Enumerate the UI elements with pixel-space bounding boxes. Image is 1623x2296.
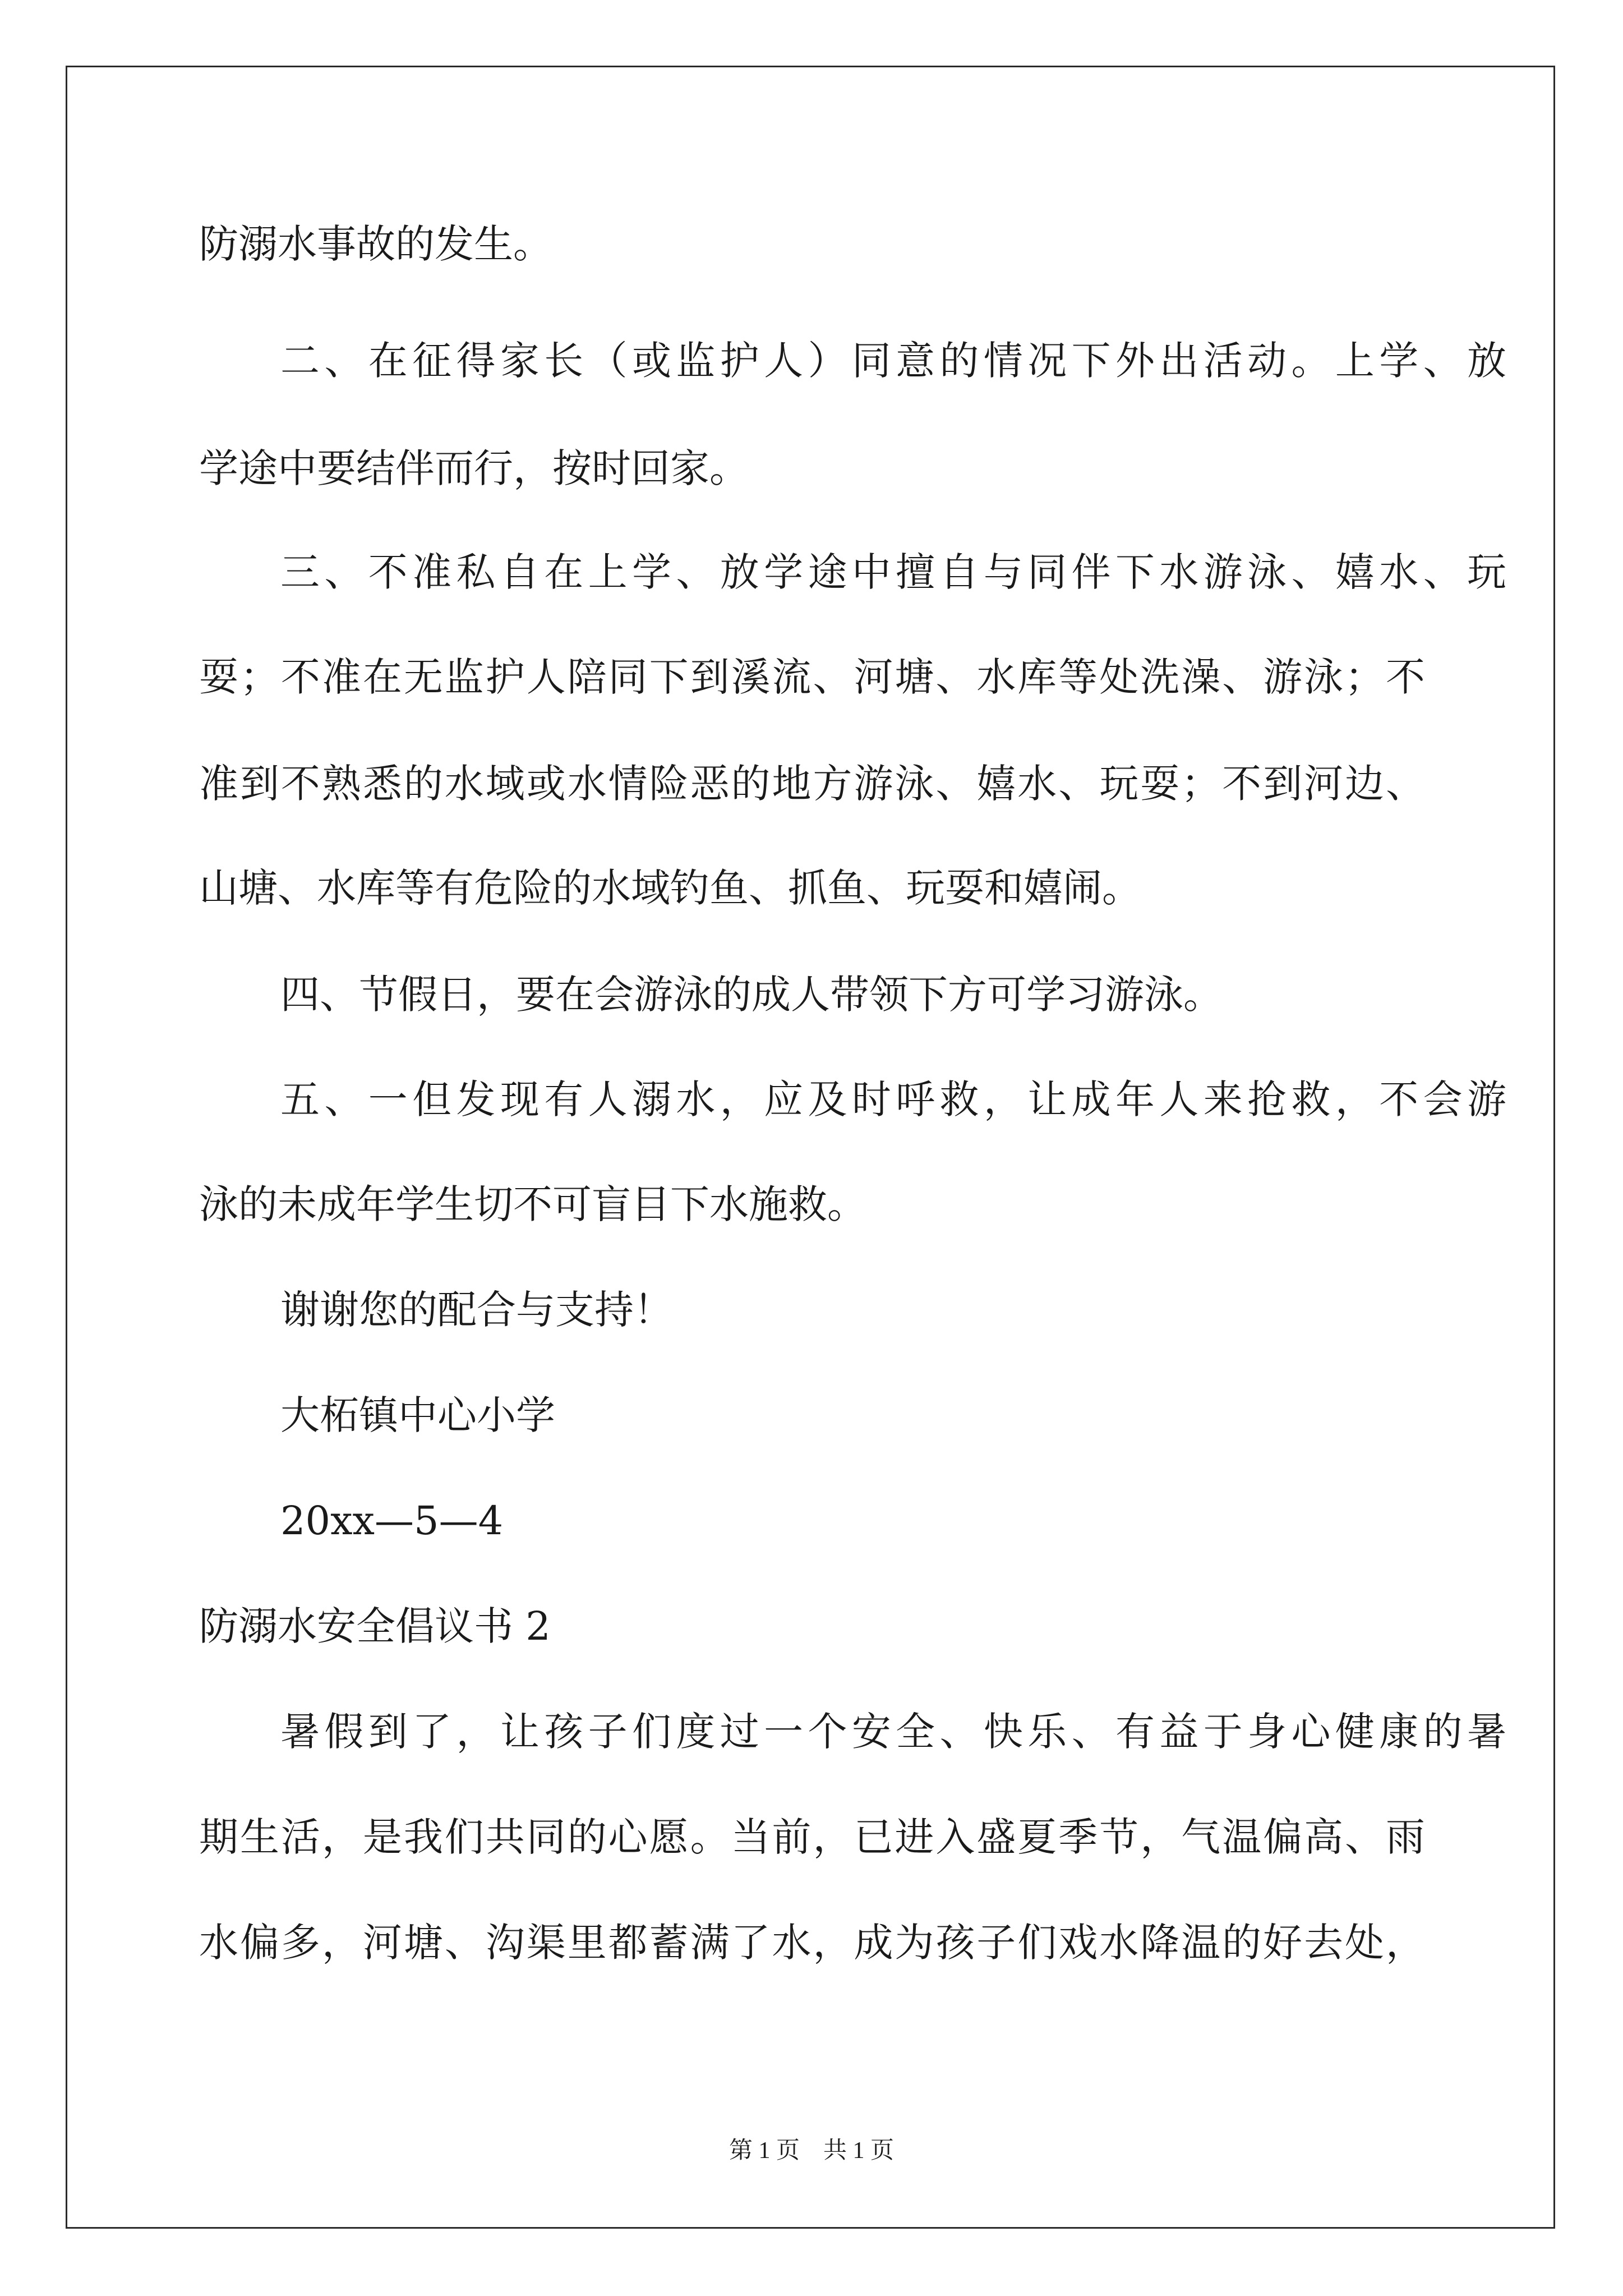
signature-school: 大柘镇中心小学 [280,1392,555,1438]
text-line: 山塘、水库等有危险的水域钓鱼、抓鱼、玩耍和嬉闹。 [199,865,1141,911]
text-line: 防溺水事故的发生。 [199,221,552,267]
text-line: 耍；不准在无监护人陪同下到溪流、河塘、水库等处洗澡、游泳；不 [199,654,1425,700]
text-line: 期生活，是我们共同的心愿。当前，已进入盛夏季节，气温偏高、雨 [199,1814,1425,1860]
text-line: 四、节假日，要在会游泳的成人带领下方可学习游泳。 [280,972,1223,1018]
text-line: 暑假到了，让孩子们度过一个安全、快乐、有益于身心健康的暑 [280,1709,1506,1755]
text-line: 二、在征得家长（或监护人）同意的情况下外出活动。上学、放 [280,338,1506,384]
text-line: 学途中要结伴而行，按时回家。 [199,445,749,491]
text-line: 泳的未成年学生切不可盲目下水施救。 [199,1181,866,1227]
text-line: 谢谢您的配合与支持！ [280,1287,673,1333]
text-line: 三、不准私自在上学、放学途中擅自与同伴下水游泳、嬉水、玩 [280,549,1506,595]
text-line: 五、一但发现有人溺水，应及时呼救，让成年人来抢救，不会游 [280,1076,1506,1122]
page-footer: 第 1 页 共 1 页 [728,2138,894,2164]
signature-date: 20xx—5—4 [280,1498,504,1544]
text-line: 水偏多，河塘、沟渠里都蓄满了水，成为孩子们戏水降温的好去处， [199,1920,1425,1966]
text-line: 准到不熟悉的水域或水情险恶的地方游泳、嬉水、玩耍；不到河边、 [199,761,1425,807]
section-title: 防溺水安全倡议书 2 [199,1603,551,1649]
page-border [66,66,1555,2229]
